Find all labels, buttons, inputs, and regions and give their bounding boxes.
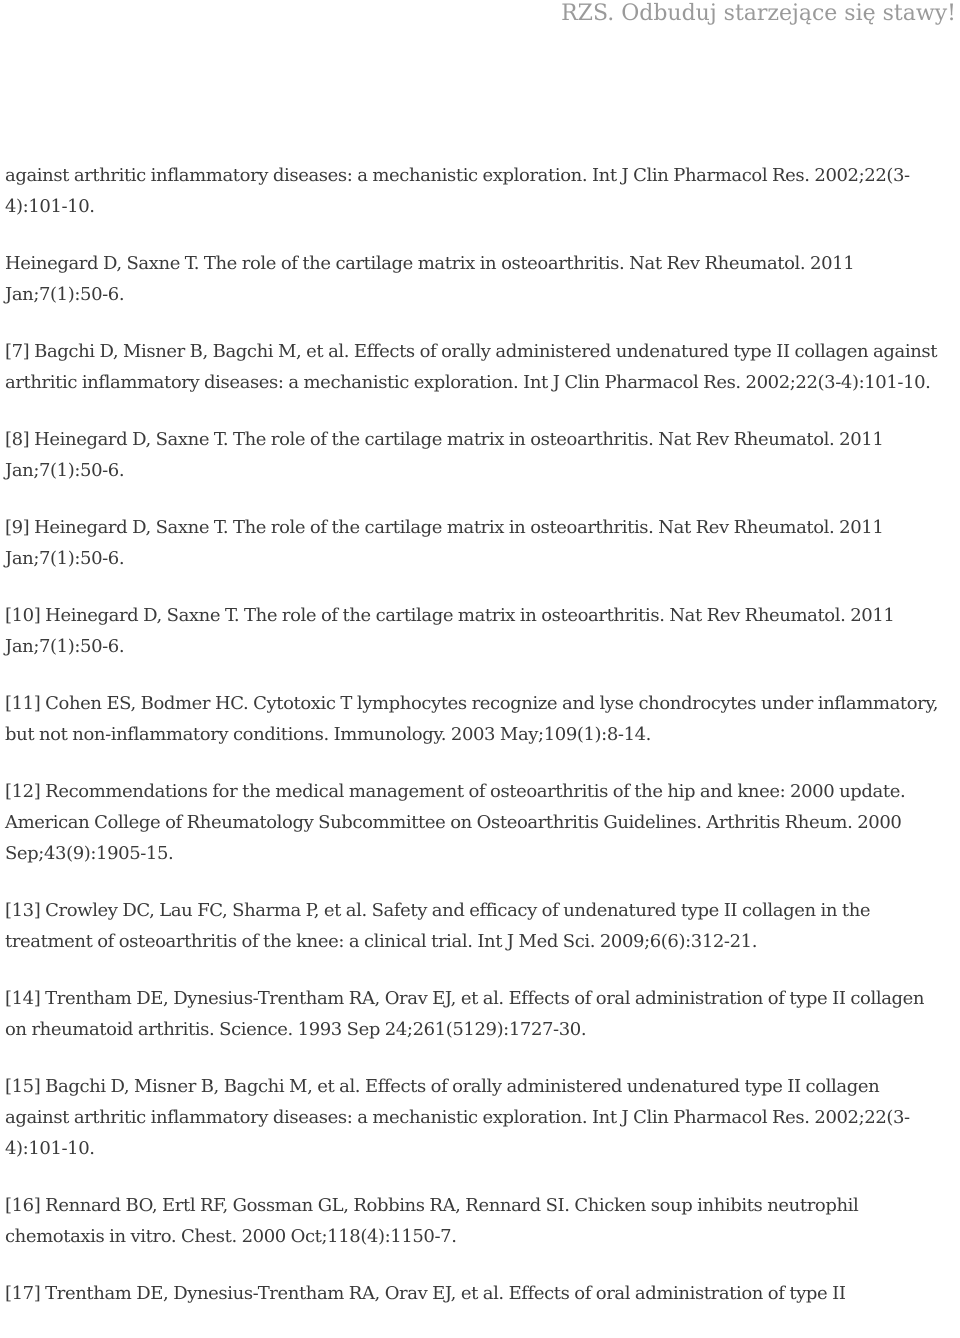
references-list bbox=[5, 160, 940, 1309]
page-header-title: RZS. Odbuduj starzejące się stawy! bbox=[561, 1, 956, 26]
reference-7: [7] Bagchi D, Misner B, Bagchi M, et al. Effects of orally administered undenatured type II collagen against arthritic inflammatory diseases: a mechanistic exploration. Int J Clin Pharmacol Res. 2002;22(3-4):101-10. bbox=[5, 341, 938, 393]
reference-17: [17] Trentham DE, Dynesius-Trentham RA, Orav EJ, et al. Effects of oral administration of type II bbox=[5, 1283, 846, 1304]
reference-14: [14] Trentham DE, Dynesius-Trentham RA, Orav EJ, et al. Effects of oral administration of type II collagen on rheumatoid arthritis. Science. 1993 Sep 24;261(5129):1727-30. bbox=[5, 988, 925, 1040]
reference-item: Heinegard D, Saxne T. The role of the cartilage matrix in osteoarthritis. Nat Rev Rheumatol. 2011 Jan;7(1):50-6. bbox=[5, 253, 855, 305]
reference-15: [15] Bagchi D, Misner B, Bagchi M, et al. Effects of orally administered undenatured type II collagen against arthritic inflammatory diseases: a mechanistic exploration. Int J Clin Pharmacol Res. 2002;22(3-4):101-10. bbox=[5, 1076, 910, 1159]
reference-10: [10] Heinegard D, Saxne T. The role of the cartilage matrix in osteoarthritis. Nat Rev Rheumatol. 2011 Jan;7(1):50-6. bbox=[5, 605, 895, 657]
reference-16: [16] Rennard BO, Ertl RF, Gossman GL, Robbins RA, Rennard SI. Chicken soup inhibits neutrophil chemotaxis in vitro. Chest. 2000 Oct;118(4):1150-7. bbox=[5, 1195, 859, 1247]
reference-11: [11] Cohen ES, Bodmer HC. Cytotoxic T lymphocytes recognize and lyse chondrocytes under inflammatory, but not non-inflammatory conditions. Immunology. 2003 May;109(1):8-14. bbox=[5, 693, 939, 745]
reference-9: [9] Heinegard D, Saxne T. The role of the cartilage matrix in osteoarthritis. Nat Rev Rheumatol. 2011 Jan;7(1):50-6. bbox=[5, 517, 884, 569]
reference-12: [12] Recommendations for the medical management of osteoarthritis of the hip and knee: 2000 update. American College of Rheumatology Subcommittee on Osteoarthritis Guidelines. Arthritis Rheum. 2000 Sep;43(9):1905-15. bbox=[5, 781, 906, 864]
reference-continuation: against arthritic inflammatory diseases: a mechanistic exploration. Int J Clin Pharmacol Res. 2002;22(3-4):101-10. bbox=[5, 165, 910, 217]
reference-8: [8] Heinegard D, Saxne T. The role of the cartilage matrix in osteoarthritis. Nat Rev Rheumatol. 2011 Jan;7(1):50-6. bbox=[5, 429, 884, 481]
reference-13: [13] Crowley DC, Lau FC, Sharma P, et al. Safety and efficacy of undenatured type II collagen in the treatment of osteoarthritis of the knee: a clinical trial. Int J Med Sci. 2009;6(6):312-21. bbox=[5, 900, 871, 952]
